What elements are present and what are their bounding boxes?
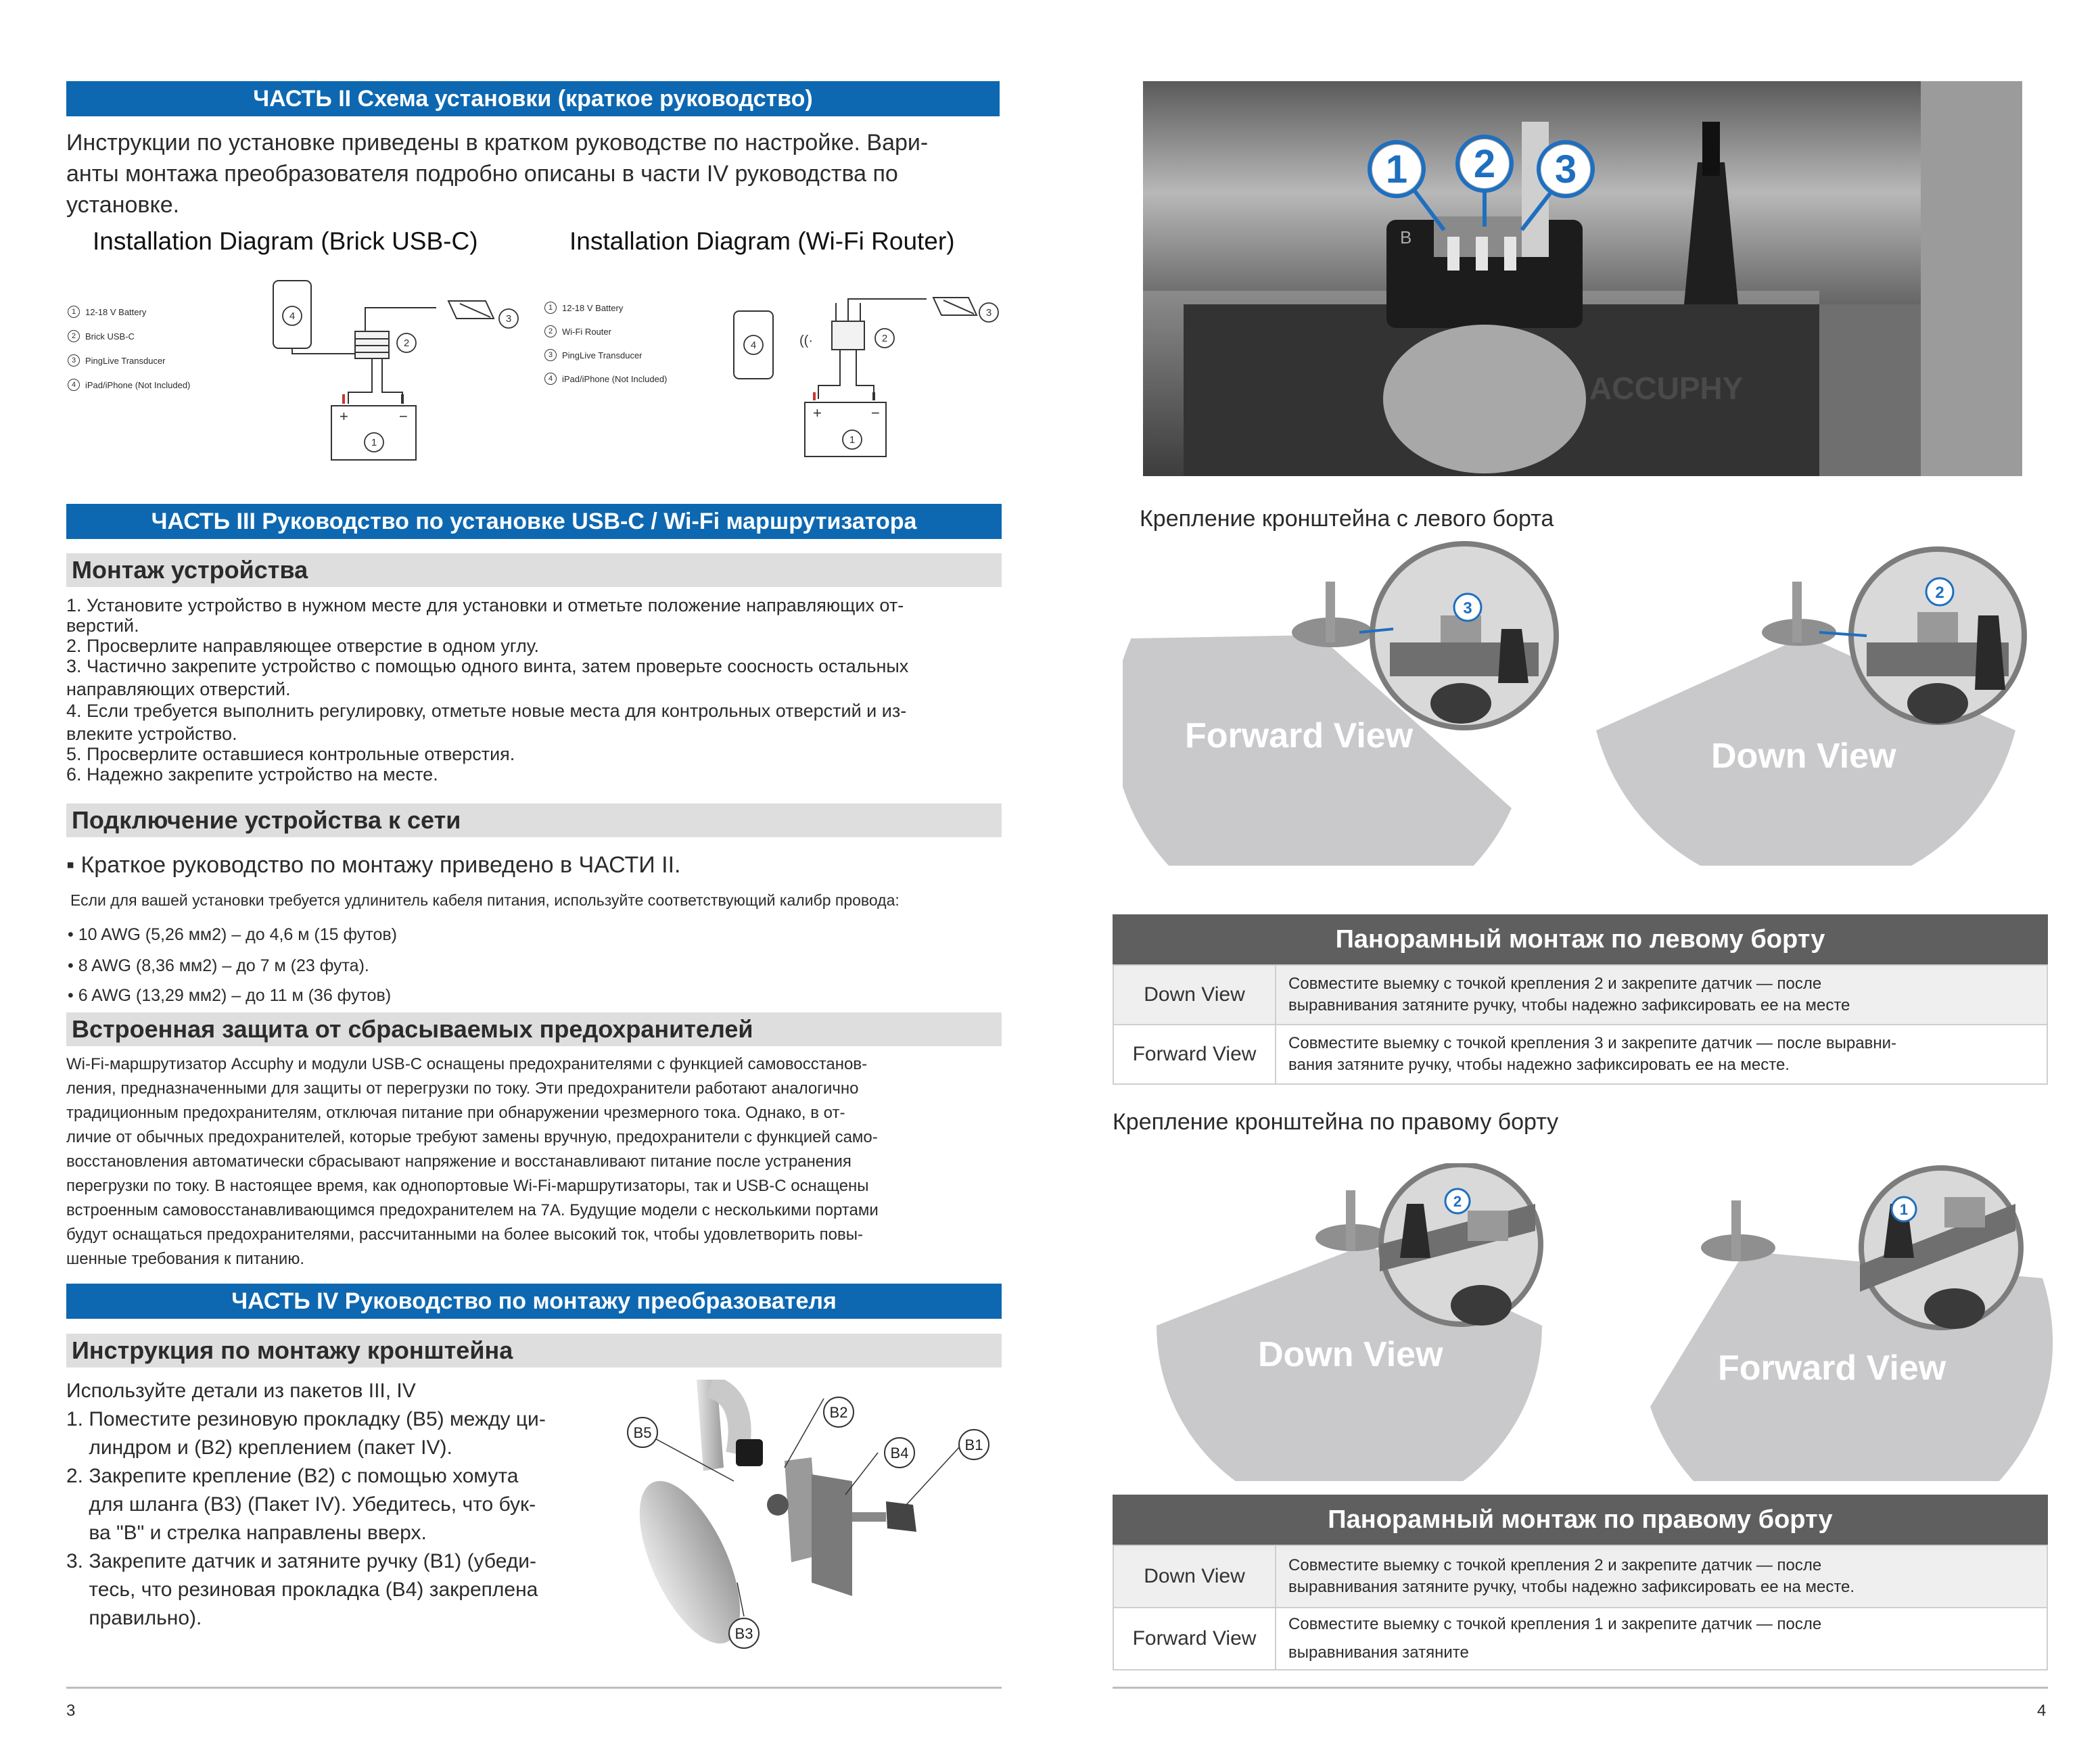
- fuse-line-1: Wi-Fi-маршрутизатор Accuphy и модули USB-C оснащены предохранителями с функцией самовосстанов-: [66, 1055, 868, 1073]
- battery-plus: +: [340, 408, 348, 425]
- port-forward-point: 3: [1463, 599, 1472, 617]
- port-down-view-diagram: [1583, 541, 2043, 866]
- port-forward-view-label: Forward View: [1185, 716, 1414, 755]
- bracket-line-1: Используйте детали из пакетов III, IV: [66, 1380, 416, 1402]
- table-value: [1276, 1025, 2047, 1084]
- starboard-down-point: 2: [1453, 1193, 1462, 1210]
- brick-number-1: 1: [371, 437, 377, 448]
- battery-plus: +: [813, 404, 822, 421]
- table-row: [1113, 1545, 2047, 1608]
- wifi-legend-4: [544, 373, 667, 385]
- bracket-line-5: для шланга (В3) (Пакет IV). Убедитесь, что бук-: [66, 1493, 536, 1516]
- network-item-2: • 8 AWG (8,36 мм2) – до 7 м (23 фута).: [68, 956, 369, 975]
- left-page-number: 3: [66, 1702, 76, 1720]
- brick-legend-3: [68, 354, 166, 367]
- legend-number: 4: [544, 373, 557, 385]
- starboard-forward-view-diagram: [1637, 1163, 2056, 1481]
- bracket-line-6: ва "В" и стрелка направлены вверх.: [66, 1522, 427, 1544]
- wifi-number-1: 1: [849, 434, 856, 446]
- legend-label: Brick USB-C: [85, 331, 135, 342]
- mount-heading: Монтаж устройства: [66, 553, 1002, 587]
- table-row: [1113, 1025, 2047, 1084]
- legend-label: 12-18 V Battery: [85, 306, 147, 317]
- port-down-view-label: Down View: [1711, 736, 1896, 776]
- starboard-forward-view-label: Forward View: [1718, 1349, 1946, 1388]
- table-value: [1276, 965, 2047, 1025]
- brick-legend-2: [68, 330, 135, 342]
- starboard-down-view-diagram: [1150, 1163, 1569, 1481]
- table-key: Down View: [1113, 1545, 1276, 1608]
- bracket-line-3: линдром и (В2) креплением (пакет IV).: [66, 1436, 452, 1459]
- part2-intro-line-1: Инструкции по установке приведены в кратком руководстве по настройке. Вари-: [66, 130, 929, 156]
- bracket-exploded-illustration: [609, 1380, 1001, 1664]
- photo-point-2: 2: [1473, 142, 1496, 186]
- legend-number: 3: [68, 354, 80, 367]
- mount-closeup-photo: [1143, 81, 2022, 476]
- battery-minus: −: [399, 408, 408, 425]
- legend-number: 3: [544, 349, 557, 361]
- right-page-number: 4: [2037, 1702, 2047, 1720]
- part4-heading: ЧАСТЬ IV Руководство по монтажу преобразователя: [66, 1284, 1002, 1319]
- photo-point-3: 3: [1554, 147, 1577, 191]
- callout-b5: B5: [633, 1424, 652, 1441]
- mount-line-7: влеките устройство.: [66, 724, 237, 744]
- network-heading: Подключение устройства к сети: [66, 803, 1002, 837]
- network-item-1: • 10 AWG (5,26 мм2) – до 4,6 м (15 футов): [68, 925, 397, 944]
- part3-heading: ЧАСТЬ III Руководство по установке USB-C / Wi-Fi маршрутизатора: [66, 504, 1002, 539]
- fuse-line-2: ления, предназначенными для защиты от перегрузки по току. Эти предохранители работают аналогично: [66, 1079, 859, 1098]
- brick-number-4: 4: [289, 310, 296, 322]
- starboard-table: [1113, 1545, 2048, 1670]
- wifi-signal-icon: ((·: [799, 333, 813, 348]
- bracket-line-8: тесь, что резиновая прокладка (В4) закреплена: [66, 1578, 538, 1601]
- wifi-number-3: 3: [985, 307, 992, 319]
- mount-line-9: 6. Надежно закрепите устройство на месте.: [66, 764, 438, 785]
- fuse-line-9: шенные требования к питанию.: [66, 1250, 305, 1268]
- table-value-line: Совместите выемку с точкой крепления 1 и закрепите датчик — после: [1288, 1615, 1822, 1633]
- table-value-line: выравнивания затяните ручку, чтобы надежно зафиксировать ее на месте.: [1288, 1578, 1855, 1596]
- fuse-line-8: будут оснащаться предохранителями, рассчитанными на более высокий ток, чтобы удовлетворить повы-: [66, 1225, 863, 1244]
- bracket-line-2: 1. Поместите резиновую прокладку (В5) между ци-: [66, 1408, 546, 1430]
- table-row: [1113, 1608, 2047, 1670]
- port-forward-view-diagram: [1123, 541, 1583, 866]
- table-key: Forward View: [1113, 1608, 1276, 1670]
- starboard-forward-point: 1: [1899, 1201, 1909, 1218]
- network-bullet: ▪ Краткое руководство по монтажу приведено в ЧАСТИ II.: [66, 852, 681, 878]
- table-value: [1276, 1545, 2047, 1608]
- table-key: Down View: [1113, 965, 1276, 1025]
- legend-number: 1: [544, 302, 557, 314]
- legend-number: 4: [68, 379, 80, 391]
- port-table-heading: Панорамный монтаж по левому борту: [1113, 914, 2048, 964]
- legend-label: PingLive Transducer: [85, 355, 166, 366]
- brick-legend-4: [68, 379, 190, 391]
- callout-b3: B3: [734, 1625, 753, 1642]
- fuse-line-3: традиционным предохранителям, отключая питание при обнаружении чрезмерного тока. Однако, в от-: [66, 1104, 845, 1122]
- brick-wiring-diagram: [264, 274, 534, 477]
- mount-line-3: 2. Просверлите направляющее отверстие в одном углу.: [66, 636, 540, 656]
- callout-b1: B1: [964, 1436, 983, 1453]
- part2-heading: ЧАСТЬ II Схема установки (краткое руководство): [66, 81, 1000, 116]
- legend-label: iPad/iPhone (Not Included): [85, 379, 191, 390]
- table-value-line: выравнивания затяните ручку, чтобы надежно зафиксировать ее на месте: [1288, 996, 1850, 1014]
- starboard-table-heading: Панорамный монтаж по правому борту: [1113, 1495, 2048, 1545]
- brick-legend-1: [68, 306, 146, 318]
- port-table: [1113, 964, 2048, 1085]
- wifi-number-2: 2: [881, 333, 888, 344]
- table-value: [1276, 1608, 2047, 1670]
- left-footer-divider: [66, 1687, 1002, 1689]
- network-item-3: • 6 AWG (13,29 мм2) – до 11 м (36 футов): [68, 986, 392, 1005]
- part2-intro-line-2: анты монтажа преобразователя подробно описаны в части IV руководства по: [66, 161, 898, 187]
- battery-minus: −: [871, 404, 880, 421]
- network-note: Если для вашей установки требуется удлинитель кабеля питания, используйте соответствующий калибр провода:: [70, 891, 900, 909]
- port-down-point: 2: [1935, 584, 1944, 602]
- diagram-wifi-title: Installation Diagram (Wi-Fi Router): [569, 227, 955, 255]
- bracket-line-9: правильно).: [66, 1607, 202, 1629]
- legend-label: PingLive Transducer: [562, 350, 643, 360]
- wifi-legend-1: [544, 302, 623, 314]
- wifi-wiring-diagram: [724, 284, 1008, 467]
- brick-number-3: 3: [505, 313, 512, 325]
- fuse-line-4: личие от обычных предохранителей, которые требуют замены вручную, предохранители с функцией само-: [66, 1128, 878, 1146]
- legend-number: 1: [68, 306, 80, 318]
- fuse-heading: Встроенная защита от сбрасываемых предохранителей: [66, 1012, 1002, 1046]
- legend-number: 2: [68, 330, 80, 342]
- fuse-line-5: восстановления автоматически сбрасывают напряжение и восстанавливают питание после устранения: [66, 1152, 851, 1171]
- table-value-line: выравнивания затяните: [1288, 1643, 1469, 1662]
- wifi-legend-2: [544, 325, 611, 337]
- wifi-number-4: 4: [750, 340, 757, 351]
- brick-number-2: 2: [403, 337, 410, 349]
- bracket-line-4: 2. Закрепите крепление (В2) с помощью хомута: [66, 1465, 519, 1487]
- legend-label: Wi-Fi Router: [562, 326, 611, 337]
- legend-number: 2: [544, 325, 557, 337]
- bracket-line-7: 3. Закрепите датчик и затяните ручку (В1) (убеди-: [66, 1550, 537, 1572]
- mount-line-5: направляющих отверстий.: [66, 679, 291, 699]
- right-footer-divider: [1113, 1687, 2048, 1689]
- table-value-line: Совместите выемку с точкой крепления 2 и закрепите датчик — после: [1288, 975, 1822, 993]
- part2-intro-line-3: установке.: [66, 192, 180, 218]
- photo-brand: ACCUPHY: [1589, 371, 1744, 406]
- fuse-line-7: встроенным самовосстанавливающимся предохранителем на 7А. Будущие модели с несколькими портами: [66, 1201, 879, 1219]
- fuse-line-6: перегрузки по току. В настоящее время, как однопортовые Wi-Fi-маршрутизаторы, так и USB-C оснащены: [66, 1177, 869, 1195]
- photo-point-1: 1: [1385, 147, 1408, 191]
- legend-label: 12-18 V Battery: [562, 302, 624, 313]
- mount-line-4: 3. Частично закрепите устройство с помощью одного винта, затем проверьте соосность остальных: [66, 656, 909, 676]
- bracket-heading: Инструкция по монтажу кронштейна: [66, 1334, 1002, 1367]
- table-value-line: вания затяните ручку, чтобы надежно зафиксировать ее на месте.: [1288, 1056, 1790, 1074]
- starboard-down-view-label: Down View: [1258, 1335, 1443, 1374]
- mount-line-2: верстий.: [66, 615, 139, 636]
- mount-line-8: 5. Просверлите оставшиеся контрольные отверстия.: [66, 744, 515, 764]
- diagram-brick-title: Installation Diagram (Brick USB-C): [93, 227, 478, 255]
- mount-line-1: 1. Установите устройство в нужном месте для установки и отметьте положение направляющих от-: [66, 595, 904, 615]
- table-key: Forward View: [1113, 1025, 1276, 1084]
- callout-b4: B4: [890, 1445, 909, 1461]
- mount-line-6: 4. Если требуется выполнить регулировку, отметьте новые места для контрольных отверстий и из-: [66, 701, 907, 721]
- left-mount-caption: Крепление кронштейна с левого борта: [1140, 506, 1554, 532]
- table-value-line: Совместите выемку с точкой крепления 2 и закрепите датчик — после: [1288, 1556, 1822, 1574]
- photo-b-mark: B: [1400, 227, 1412, 248]
- table-row: [1113, 965, 2047, 1025]
- table-value-line: Совместите выемку с точкой крепления 3 и закрепите датчик — после выравни-: [1288, 1034, 1897, 1052]
- legend-label: iPad/iPhone (Not Included): [562, 373, 668, 384]
- right-mount-caption: Крепление кронштейна по правому борту: [1113, 1109, 1559, 1135]
- wifi-legend-3: [544, 349, 643, 361]
- callout-b2: B2: [829, 1404, 848, 1421]
